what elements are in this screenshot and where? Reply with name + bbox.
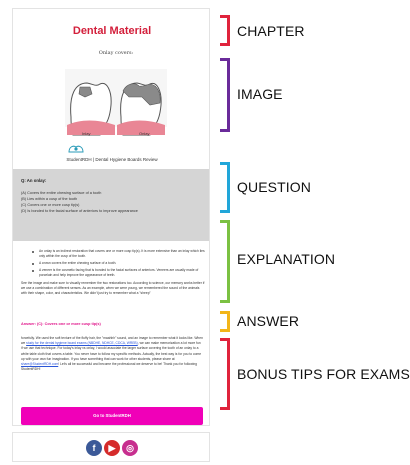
question-option: (C) Covers one or more cusp tip(s) (21, 203, 80, 207)
answer-bracket (220, 311, 230, 332)
inlay-label: Inlay (82, 131, 91, 136)
explanation-bullet: A veneer is the cosmetic facing that is bonded to the facial surfaces of anteriors. Veneers are usually made of porcelain and help improve the appearance of teeth. (21, 268, 205, 278)
facebook-icon[interactable]: f (86, 440, 102, 456)
tooth-illustration-icon (57, 47, 175, 157)
image-caption: Onlay covers: (98, 50, 134, 56)
youtube-icon[interactable]: ▶ (104, 440, 120, 456)
board-exams-link[interactable]: study for the dental hygiene board exams (NBDHE, NDHCE, CDCA, WREB) (26, 341, 138, 346)
explanation-bullet: A crown covers the entire chewing surface of a tooth. (21, 261, 205, 266)
explanation-paragraph: See the image and make sure to visually remember the two restorations too. According to science, our memory works better if we use a combination of different senses. As an example, when we were young, we remembered the sound of the animals with their shape, color, and characteristics. We didn't just try to remember what a "sheep" (21, 281, 205, 295)
onlay-illustration (57, 47, 175, 157)
bonus-bracket (220, 338, 230, 410)
explanation-section (21, 249, 205, 296)
explanation-label: EXPLANATION (237, 251, 336, 267)
bonus-tips (21, 336, 203, 372)
answer-label: ANSWER (237, 313, 300, 329)
question-option: (A) Covers the entire chewing surface of a tooth (21, 191, 102, 195)
question-bracket (220, 162, 230, 213)
brand-line: StudentRDH | Dental Hygiene Boards Review (66, 157, 158, 162)
explanation-bullet: An onlay is an indirect restoration that covers one or more cusp tip(s). It is more extensive than an inlay which lies only within the cusp of the tooth. (21, 249, 205, 259)
question-label: QUESTION (237, 179, 311, 195)
chapter-title: Dental Material (72, 25, 152, 37)
image-bracket (220, 58, 230, 132)
question-option: (B) Lies within a cusp of the tooth (21, 197, 78, 201)
question-title: Q: An onlay: (21, 178, 47, 183)
studentrdh-logo-icon (67, 144, 85, 154)
chapter-bracket (220, 15, 230, 46)
image-label: IMAGE (237, 86, 283, 102)
bonus-text: , we can make memorization a lot more fun if we use that technique. For today's inlay vs onlay, I would associate the larger surface covering the tooth of an onlay to a white table cloth that covers a table. You never have to follow my specific methods. Actually, the best way is for you to come up with your own fun imagination. If you have something that can work for other students, please share at (21, 341, 202, 361)
email-preview (12, 8, 210, 426)
chapter-label: CHAPTER (237, 23, 305, 39)
question-box (13, 169, 210, 241)
instagram-icon[interactable]: ◎ (122, 440, 138, 456)
go-to-studentrdh-button[interactable]: Go to StudentRDH (21, 407, 203, 425)
bonus-text: forcefully. We used the soft texture of the fluffy hair, the "maahhh" sound, and an image to remember what it looks like. When we (21, 336, 203, 346)
social-bar (12, 432, 210, 462)
bonus-label: BONUS TIPS FOR EXAMS (237, 366, 410, 382)
explanation-bracket (220, 220, 230, 303)
share-email-link[interactable]: share@StudentRDH.com (21, 362, 59, 367)
question-option: (D) Is bonded to the facial surface of anteriors to improve appearance (21, 209, 138, 213)
onlay-label: Onlay (139, 131, 150, 136)
answer-line: Answer: (C): Covers one or more cusp tip(s) (21, 322, 101, 326)
bonus-text: ! Let's all be successful and become the professional we deserve to be! Thank you for following StudentRDH! (21, 362, 198, 372)
